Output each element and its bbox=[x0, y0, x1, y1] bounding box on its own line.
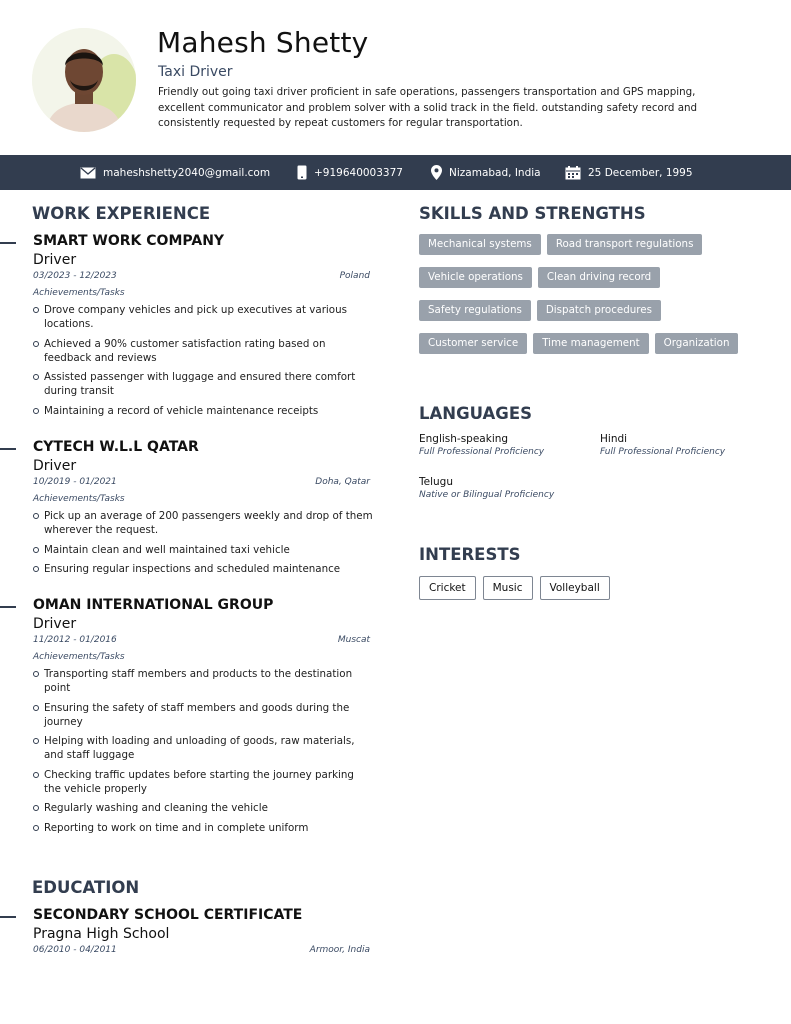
task-item: Assisted passenger with luggage and ensured there comfort during transit bbox=[33, 370, 373, 398]
skill-chip: Road transport regulations bbox=[547, 234, 703, 255]
languages-heading: LANGUAGES bbox=[419, 404, 532, 423]
job-location: Muscat bbox=[337, 635, 370, 645]
language-item bbox=[419, 476, 554, 500]
achievements-label: Achievements/Tasks bbox=[33, 494, 125, 504]
task-list bbox=[33, 509, 373, 582]
job-position: Driver bbox=[33, 616, 77, 632]
interests-heading: INTERESTS bbox=[419, 545, 521, 564]
education-location: Armoor, India bbox=[309, 945, 370, 955]
contact-bar bbox=[0, 155, 791, 190]
task-item: Achieved a 90% customer satisfaction rating based on feedback and reviews bbox=[33, 337, 373, 365]
language-level: Full Professional Proficiency bbox=[600, 447, 726, 457]
location-text: Nizamabad, India bbox=[449, 166, 541, 179]
task-item: Regularly washing and cleaning the vehicle bbox=[33, 801, 373, 815]
contact-birthdate bbox=[565, 155, 693, 190]
task-list bbox=[33, 303, 373, 423]
timeline-tick bbox=[0, 242, 16, 244]
education-degree: SECONDARY SCHOOL CERTIFICATE bbox=[33, 907, 303, 923]
contact-phone[interactable] bbox=[297, 155, 403, 190]
skill-chip: Dispatch procedures bbox=[537, 300, 661, 321]
job-dates: 03/2023 - 12/2023 bbox=[33, 271, 117, 281]
person-photo-icon bbox=[32, 28, 136, 132]
task-item: Maintain clean and well maintained taxi vehicle bbox=[33, 543, 373, 557]
task-item: Transporting staff members and products to the destination point bbox=[33, 667, 373, 695]
interests-list bbox=[419, 576, 617, 600]
interest-chip: Music bbox=[483, 576, 533, 600]
skill-chip: Time management bbox=[533, 333, 648, 354]
work-experience-heading: WORK EXPERIENCE bbox=[32, 204, 211, 223]
task-item: Maintaining a record of vehicle maintenance receipts bbox=[33, 404, 373, 418]
skill-chip: Organization bbox=[655, 333, 739, 354]
task-item: Drove company vehicles and pick up executives at various locations. bbox=[33, 303, 373, 331]
phone-icon bbox=[297, 165, 307, 180]
envelope-icon bbox=[80, 167, 96, 179]
education-dates: 06/2010 - 04/2011 bbox=[33, 945, 117, 955]
skill-chip: Vehicle operations bbox=[419, 267, 532, 288]
skill-chip: Safety regulations bbox=[419, 300, 531, 321]
email-text: maheshshetty2040@gmail.com bbox=[103, 166, 271, 179]
task-list bbox=[33, 667, 373, 840]
timeline-tick bbox=[0, 916, 16, 918]
profile-summary: Friendly out going taxi driver proficient in safe operations, passengers transportation and GPS mapping, excellent communicator and problem solver with a solid track in the field. outstanding safety record and consistently requested by repeat customers for regular transportation. bbox=[158, 86, 698, 129]
phone-text: +919640003377 bbox=[314, 166, 403, 179]
task-item: Checking traffic updates before starting the journey parking the vehicle properly bbox=[33, 768, 373, 796]
job-company: CYTECH W.L.L QATAR bbox=[33, 439, 199, 455]
skill-chip: Customer service bbox=[419, 333, 527, 354]
language-level: Native or Bilingual Proficiency bbox=[419, 490, 555, 500]
language-level: Full Professional Proficiency bbox=[419, 447, 545, 457]
location-pin-icon bbox=[431, 165, 442, 180]
education-heading: EDUCATION bbox=[32, 878, 140, 897]
task-item: Ensuring the safety of staff members and goods during the journey bbox=[33, 701, 373, 729]
language-name: Hindi bbox=[600, 433, 628, 445]
skill-chip: Clean driving record bbox=[538, 267, 660, 288]
contact-email[interactable] bbox=[80, 155, 270, 190]
job-company: OMAN INTERNATIONAL GROUP bbox=[33, 597, 274, 613]
interest-chip: Cricket bbox=[419, 576, 476, 600]
education-school: Pragna High School bbox=[33, 926, 170, 942]
job-location: Poland bbox=[339, 271, 370, 281]
task-item: Pick up an average of 200 passengers weekly and drop of them wherever the request. bbox=[33, 509, 373, 537]
skills-list bbox=[419, 234, 769, 366]
interest-chip: Volleyball bbox=[540, 576, 610, 600]
job-location: Doha, Qatar bbox=[315, 477, 370, 487]
job-position: Driver bbox=[33, 458, 77, 474]
job-position: Driver bbox=[33, 252, 77, 268]
profile-photo bbox=[32, 28, 136, 132]
candidate-role: Taxi Driver bbox=[158, 64, 233, 80]
job-company: SMART WORK COMPANY bbox=[33, 233, 225, 249]
task-item: Helping with loading and unloading of goods, raw materials, and staff luggage bbox=[33, 734, 373, 762]
language-item bbox=[419, 433, 544, 457]
achievements-label: Achievements/Tasks bbox=[33, 288, 125, 298]
language-item bbox=[600, 433, 725, 457]
calendar-icon bbox=[565, 166, 581, 180]
language-name: English-speaking bbox=[419, 433, 509, 445]
contact-location bbox=[431, 155, 541, 190]
task-item: Ensuring regular inspections and scheduled maintenance bbox=[33, 562, 373, 576]
skills-heading: SKILLS AND STRENGTHS bbox=[419, 204, 646, 223]
task-item: Reporting to work on time and in complete uniform bbox=[33, 821, 373, 835]
timeline-tick bbox=[0, 606, 16, 608]
skill-chip: Mechanical systems bbox=[419, 234, 541, 255]
candidate-name: Mahesh Shetty bbox=[157, 26, 369, 59]
birthdate-text: 25 December, 1995 bbox=[588, 166, 693, 179]
timeline-tick bbox=[0, 448, 16, 450]
job-dates: 10/2019 - 01/2021 bbox=[33, 477, 117, 487]
language-name: Telugu bbox=[419, 476, 453, 488]
achievements-label: Achievements/Tasks bbox=[33, 652, 125, 662]
job-dates: 11/2012 - 01/2016 bbox=[33, 635, 117, 645]
